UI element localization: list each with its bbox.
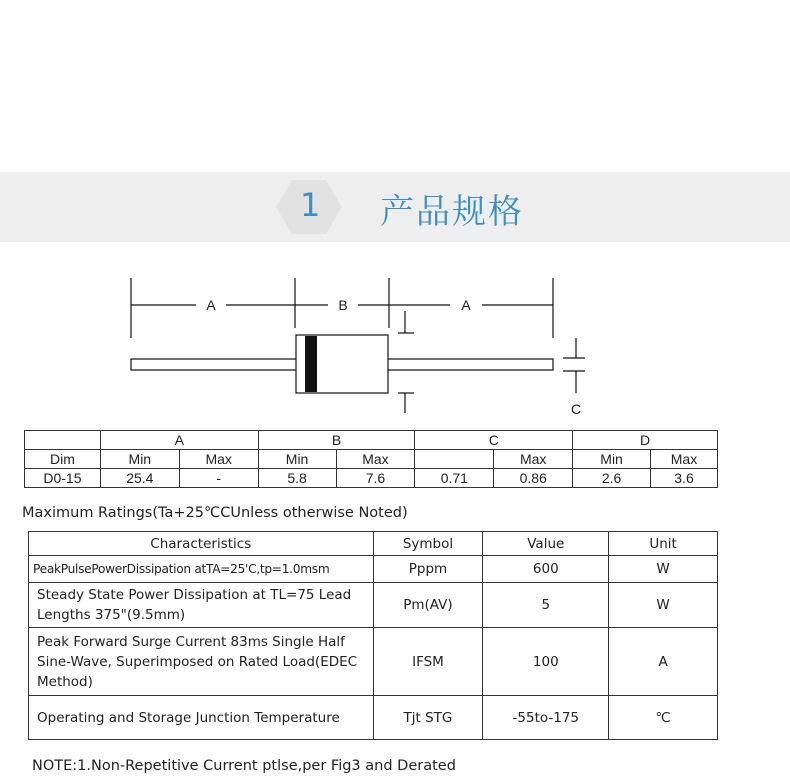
header-value: Value xyxy=(483,532,609,556)
table-cell: Max xyxy=(494,450,573,469)
unit-cell: W xyxy=(609,556,718,583)
table-row xyxy=(29,556,718,583)
table-cell: Dim xyxy=(25,450,101,469)
table-cell: Max xyxy=(179,450,258,469)
table-cell: D0-15 xyxy=(25,469,101,488)
group-header-d: D xyxy=(573,431,718,450)
section-number: 1 xyxy=(300,186,321,224)
header-symbol: Symbol xyxy=(373,532,483,556)
unit-cell: A xyxy=(609,628,718,696)
dimensions-table xyxy=(24,430,718,488)
value-cell: -55to-175 xyxy=(483,696,609,740)
table-cell: Max xyxy=(651,450,718,469)
dimensions-sub-header-row xyxy=(25,450,718,469)
table-cell: 3.6 xyxy=(651,469,718,488)
group-header-b: B xyxy=(258,431,415,450)
table-cell: 0.86 xyxy=(494,469,573,488)
dim-label-a-left: A xyxy=(206,297,216,313)
ratings-table xyxy=(28,531,718,740)
table-cell: 7.6 xyxy=(336,469,415,488)
table-cell: Min xyxy=(573,450,651,469)
table-row xyxy=(29,583,718,628)
table-cell: 2.6 xyxy=(573,469,651,488)
characteristic-cell: Peak Forward Surge Current 83ms Single Half Sine-Wave, Superimposed on Rated Load(EDEC Method) xyxy=(29,628,374,696)
table-cell: Min xyxy=(258,450,336,469)
footnote: NOTE:1.Non-Repetitive Current ptlse,per Fig3 and Derated xyxy=(32,758,456,774)
table-row xyxy=(25,469,718,488)
table-cell xyxy=(25,431,101,450)
header-unit: Unit xyxy=(609,532,718,556)
value-cell: 600 xyxy=(483,556,609,583)
ratings-heading: Maximum Ratings(Ta+25℃CUnless otherwise Noted) xyxy=(22,505,408,521)
table-cell: 5.8 xyxy=(258,469,336,488)
cathode-band xyxy=(305,336,317,392)
ratings-header-row xyxy=(29,532,718,556)
symbol-cell: Pm(AV) xyxy=(373,583,483,628)
table-cell xyxy=(415,450,494,469)
value-cell: 5 xyxy=(483,583,609,628)
unit-cell: W xyxy=(609,583,718,628)
table-row xyxy=(29,696,718,740)
section-title: 产品规格 xyxy=(380,192,524,232)
dim-label-a-right: A xyxy=(461,297,471,313)
symbol-cell: Tjt STG xyxy=(373,696,483,740)
symbol-cell: IFSM xyxy=(373,628,483,696)
symbol-cell: Pppm xyxy=(373,556,483,583)
group-header-a: A xyxy=(100,431,258,450)
table-cell: Min xyxy=(100,450,179,469)
characteristic-cell: PeakPulsePowerDissipation atTA=25'C,tp=1.0msm xyxy=(29,556,374,583)
table-cell: 25.4 xyxy=(100,469,179,488)
dim-label-c: C xyxy=(570,401,582,417)
characteristic-cell: Steady State Power Dissipation at TL=75 Lead Lengths 375"(9.5mm) xyxy=(29,583,374,628)
unit-cell: ℃ xyxy=(609,696,718,740)
header-characteristics: Characteristics xyxy=(29,532,374,556)
dim-label-b: B xyxy=(338,297,348,313)
group-header-c: C xyxy=(415,431,573,450)
dimensions-group-header-row xyxy=(25,431,718,450)
characteristic-cell: Operating and Storage Junction Temperature xyxy=(29,696,374,740)
table-cell: Max xyxy=(336,450,415,469)
table-cell: - xyxy=(179,469,258,488)
diode-dimension-diagram xyxy=(0,260,790,425)
value-cell: 100 xyxy=(483,628,609,696)
table-cell: 0.71 xyxy=(415,469,494,488)
table-row xyxy=(29,628,718,696)
